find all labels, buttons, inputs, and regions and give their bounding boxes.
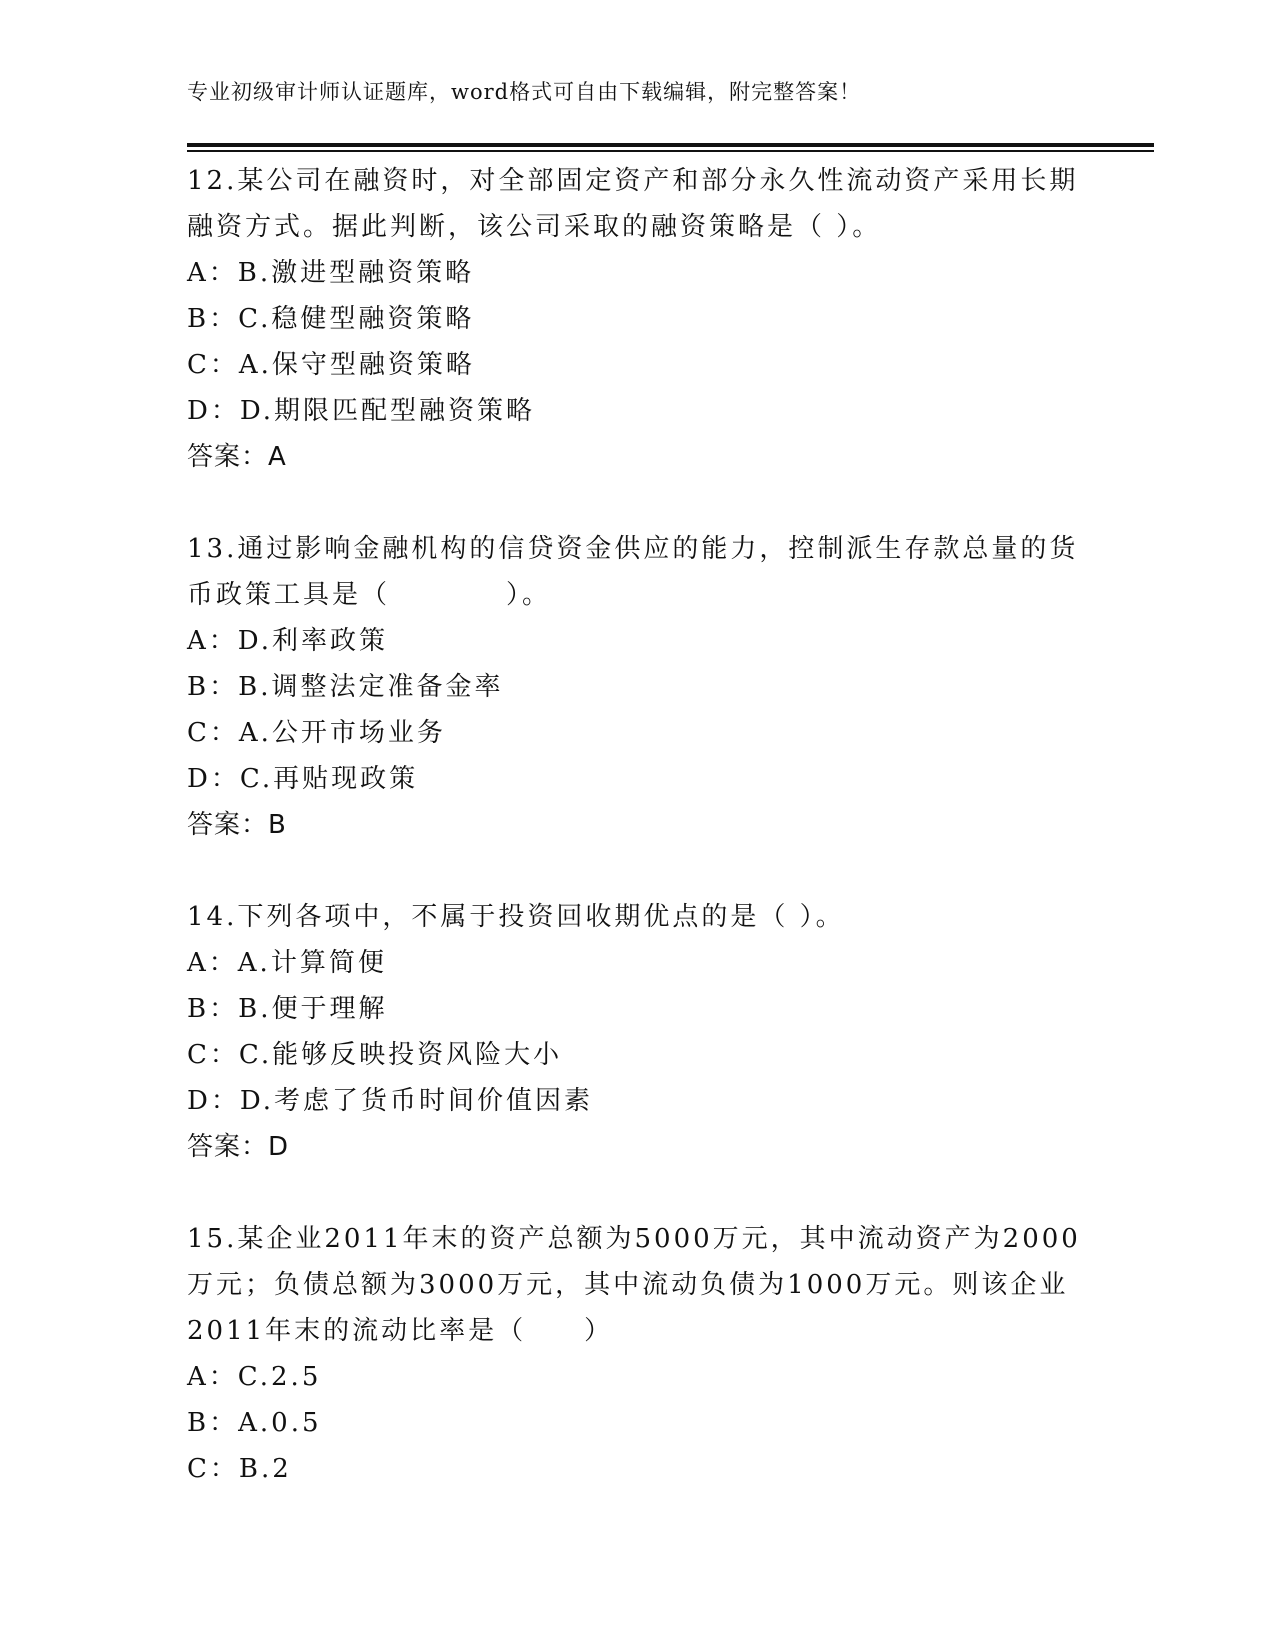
question-13 [187, 526, 1087, 848]
header-divider-thin [187, 150, 1154, 152]
answer: 答案：A [187, 442, 287, 472]
question-stem-line: 融资方式。据此判断，该公司采取的融资策略是（ ）。 [187, 212, 882, 242]
question-14 [187, 894, 1087, 1170]
option-d: D：D.期限匹配型融资策略 [187, 396, 536, 426]
option-c: C：A.保守型融资策略 [187, 350, 475, 380]
option-a: A：C.2.5 [187, 1362, 322, 1392]
option-d: D：D.考虑了货币时间价值因素 [187, 1086, 594, 1116]
question-stem-line: 14.下列各项中，不属于投资回收期优点的是（ ）。 [187, 902, 845, 932]
option-b: B：B.便于理解 [187, 994, 388, 1024]
question-stem-line: 万元；负债总额为3000万元，其中流动负债为1000万元。则该企业 [187, 1270, 1069, 1300]
question-stem-line: 13.通过影响金融机构的信贷资金供应的能力，控制派生存款总量的货 [187, 534, 1079, 564]
option-d: D：C.再贴现政策 [187, 764, 419, 794]
option-b: B：A.0.5 [187, 1408, 322, 1438]
option-a: A：A.计算简便 [187, 948, 387, 978]
question-stem-line: 币政策工具是（ ）。 [187, 580, 552, 610]
option-a: A：B.激进型融资策略 [187, 258, 475, 288]
option-a: A：D.利率政策 [187, 626, 388, 656]
question-12 [187, 158, 1087, 480]
question-15 [187, 1216, 1087, 1492]
option-b: B：C.稳健型融资策略 [187, 304, 475, 334]
option-c: C：C.能够反映投资风险大小 [187, 1040, 563, 1070]
page-header: 专业初级审计师认证题库，word格式可自由下载编辑，附完整答案！ [187, 80, 862, 104]
question-stem-line: 15.某企业2011年末的资产总额为5000万元，其中流动资产为2000 [187, 1224, 1081, 1254]
answer: 答案：D [187, 1132, 290, 1162]
option-b: B：B.调整法定准备金率 [187, 672, 504, 702]
header-divider-thick [187, 143, 1154, 147]
answer: 答案：B [187, 810, 287, 840]
question-stem-line: 12.某公司在融资时，对全部固定资产和部分永久性流动资产采用长期 [187, 166, 1079, 196]
option-c: C：A.公开市场业务 [187, 718, 446, 748]
question-list [187, 158, 1087, 1538]
option-c: C：B.2 [187, 1454, 292, 1484]
question-stem-line: 2011年末的流动比率是（ ） [187, 1316, 614, 1346]
